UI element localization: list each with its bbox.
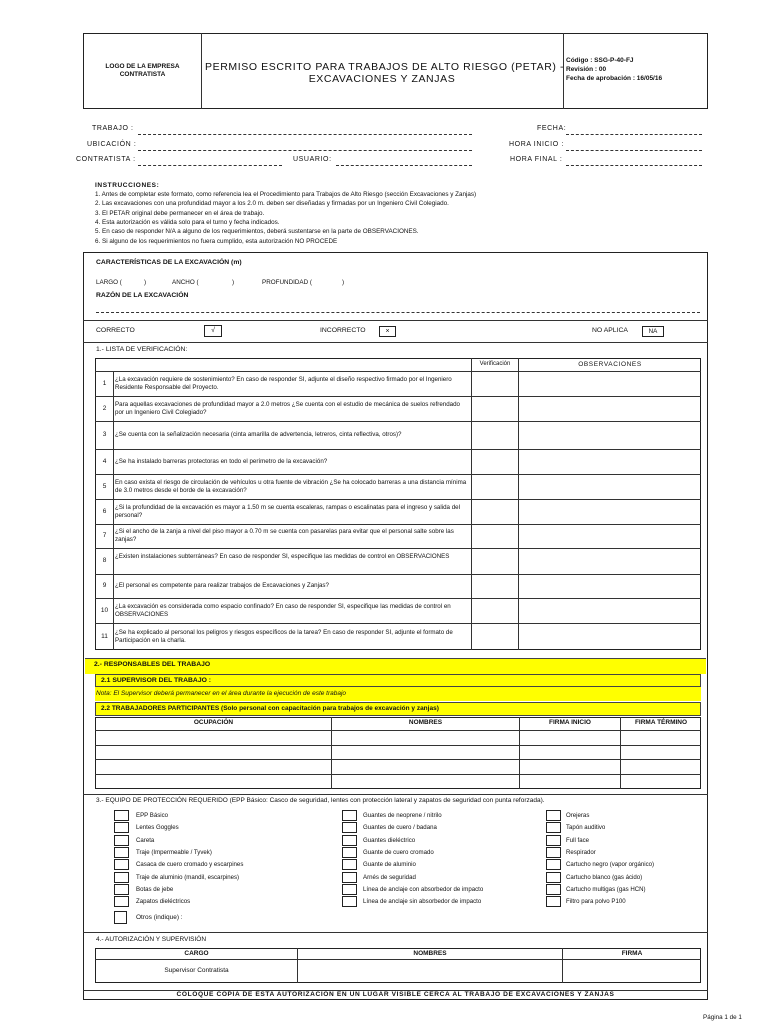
checklist-question: ¿Se ha explicado al personal los peligros y riesgos específicos de la tarea? En caso de responder SI, adjunte el formato de Participación en la charla. (115, 628, 453, 644)
checklist-question: ¿El personal es competente para realizar trabajos de Excavaciones y Zanjas? (115, 582, 329, 589)
col-observaciones: OBSERVACIONES (578, 361, 642, 368)
row-number: 6 (102, 507, 107, 515)
hora-inicio-label: HORA INICIO : (509, 141, 564, 148)
verification-cell[interactable] (472, 598, 518, 623)
epp-checkbox[interactable] (114, 859, 129, 870)
verification-cell[interactable] (472, 524, 518, 548)
auth-firma-cell[interactable] (563, 960, 701, 982)
supervisor-label: 2.1 SUPERVISOR DEL TRABAJO : (101, 677, 212, 684)
epp-checkbox[interactable] (114, 847, 129, 858)
epp-item-label: Cartucho negro (vapor orgánico) (566, 861, 655, 869)
epp-item-label: Arnés de seguridad (363, 873, 416, 881)
epp-item-label: Cartucho blanco (gas ácido) (566, 873, 643, 881)
largo-close: ) (144, 279, 147, 286)
supervisor-note: Nota: El Supervisor deberá permanecer en el área durante la ejecución de este trabajo (96, 690, 347, 697)
epp-item-label: Filtro para polvo P100 (566, 898, 626, 906)
epp-checkbox[interactable] (114, 835, 129, 846)
col-verificacion: Verificación (479, 361, 511, 367)
epp-checkbox[interactable] (546, 896, 561, 907)
observations-cell[interactable] (519, 548, 701, 574)
epp-checkbox[interactable] (114, 896, 129, 907)
verification-cell[interactable] (472, 449, 518, 474)
epp-checkbox[interactable] (342, 896, 357, 907)
epp-item-label: Guante de cuero cromado (363, 848, 434, 856)
form-title-line1: PERMISO ESCRITO PARA TRABAJOS DE ALTO RIESGO (PETAR) - (205, 61, 565, 73)
profundidad-label: PROFUNDIDAD ( (262, 279, 313, 286)
verification-cell[interactable] (472, 574, 518, 598)
epp-title: 3.- EQUIPO DE PROTECCIÓN REQUERIDO (EPP Básico: Casco de seguridad, lentes con protección lateral y zapatos de seguridad con punta reforzada). (96, 797, 545, 804)
verification-cell[interactable] (472, 548, 518, 574)
row-number: 10 (100, 606, 109, 614)
observations-cell[interactable] (519, 371, 701, 396)
epp-item-label: EPP Básico (136, 812, 169, 819)
epp-item-label: Guante de aluminio (363, 861, 416, 869)
excavation-title: CARACTERÍSTICAS DE LA EXCAVACIÓN (m) (96, 259, 242, 266)
epp-checkbox[interactable] (342, 810, 357, 821)
epp-item-label: Traje de aluminio (mandil, escarpines) (136, 873, 240, 881)
verification-cell[interactable] (472, 396, 518, 421)
hora-final-field[interactable] (566, 165, 702, 166)
col-firma-inicio: FIRMA INICIO (548, 719, 591, 726)
epp-item-label: Línea de anclaje con absorbedor de impacto (363, 885, 484, 893)
col-nombres: NOMBRES (408, 719, 443, 726)
razon-field[interactable] (96, 312, 700, 313)
epp-item-label: Full face (566, 836, 590, 844)
epp-item-label: Traje (Impermeable / Tyvek) (136, 848, 212, 856)
epp-checkbox[interactable] (546, 810, 561, 821)
instruction-item: 4. Esta autorización es válida solo para el turno y fecha indicados. (95, 219, 280, 226)
checklist-question: En caso exista el riesgo de circulación de vehículos u otra fuente de vibración ¿Se ha colocado barreras a una distancia mínima de 3.0 metros desde el borde de la excavación? (115, 478, 467, 494)
observations-cell[interactable] (519, 474, 701, 499)
hora-inicio-field[interactable] (566, 150, 702, 151)
observations-cell[interactable] (519, 499, 701, 524)
checklist-title: 1.- LISTA DE VERIFICACIÓN: (96, 346, 188, 353)
trabajadores-label: 2.2 TRABAJADORES PARTICIPANTES (Solo personal con capacitación para trabajos de excavación y zanjas) (101, 705, 439, 712)
trabajo-field[interactable] (138, 134, 472, 135)
epp-checkbox[interactable] (114, 810, 129, 821)
observations-cell[interactable] (519, 449, 701, 474)
autorizacion-title: 4.- AUTORIZACIÓN Y SUPERVISIÓN (96, 936, 207, 943)
epp-checkbox[interactable] (342, 859, 357, 870)
epp-checkbox[interactable] (342, 847, 357, 858)
contratista-field[interactable] (138, 165, 282, 166)
epp-checkbox[interactable] (114, 884, 129, 895)
auth-nombres-cell[interactable] (298, 960, 562, 982)
epp-item-label: Botas de jebe (136, 885, 174, 893)
table-row[interactable] (95, 774, 701, 775)
verification-cell[interactable] (472, 474, 518, 499)
usuario-label: USUARIO: (293, 156, 332, 163)
row-number: 8 (102, 557, 107, 564)
observations-cell[interactable] (519, 421, 701, 449)
verification-cell[interactable] (472, 623, 518, 650)
instruction-item: 2. Las excavaciones con una profundidad mayor a los 2.0 m. deben ser diseñadas y firmadas por un Ingeniero Civil Colegiado. (95, 200, 449, 207)
epp-checkbox[interactable] (546, 872, 561, 883)
table-row[interactable] (95, 759, 701, 760)
profundidad-close: ) (342, 279, 345, 286)
instruction-item: 6. Si alguno de los requerimientos no fuera cumplido, esta autorización NO PROCEDE (95, 238, 338, 245)
row-number: 1 (102, 379, 107, 387)
col-cargo: CARGO (184, 950, 209, 957)
verification-cell[interactable] (472, 499, 518, 524)
row-number: 11 (101, 632, 108, 640)
epp-checkbox[interactable] (342, 822, 357, 833)
trabajo-label: TRABAJO : (92, 125, 134, 132)
otros-label: Otros (indique) : (136, 914, 183, 921)
no-aplica-label: NO APLICA (592, 327, 628, 334)
hora-final-label: HORA FINAL : (510, 156, 563, 163)
observations-cell[interactable] (519, 623, 701, 650)
epp-item-label: Orejeras (566, 812, 590, 819)
page-number: Página 1 de 1 (703, 1014, 742, 1021)
epp-checkbox[interactable] (546, 884, 561, 895)
form-code: Código : SSG-P-40-FJ (566, 57, 634, 64)
row-number: 3 (102, 431, 107, 438)
epp-checkbox[interactable] (546, 859, 561, 870)
checklist-question: ¿La excavación es considerada como espacio confinado? En caso de responder SI, especifique las medidas de control en OBSERVACIONES (115, 602, 451, 618)
instruction-item: 5. En caso de responder N/A a alguno de los requerimientos, deberá sustentarse en la parte de OBSERVACIONES. (95, 228, 419, 235)
epp-checkbox[interactable] (114, 872, 129, 883)
row-number: 4 (102, 457, 107, 465)
contratista-label: CONTRATISTA : (76, 156, 136, 163)
observations-cell[interactable] (519, 524, 701, 548)
checklist-question: Para aquellas excavaciones de profundidad mayor a 2.0 metros ¿Se cuenta con el estudio de mecánica de suelos refrendado por un Ingeniero Civil Colegiado? (115, 400, 460, 416)
epp-item-label: Guantes de cuero / badana (363, 824, 437, 832)
instructions-title: INSTRUCCIONES: (95, 182, 160, 189)
razon-label: RAZÓN DE LA EXCAVACIÓN (96, 292, 189, 299)
row-number: 5 (102, 482, 107, 490)
col-firma-termino: FIRMA TÉRMINO (634, 719, 688, 726)
instruction-item: 3. El PETAR original debe permanecer en el área de trabajo. (95, 210, 265, 217)
checklist-question: ¿Si el ancho de la zanja a nivel del piso mayor a 0.70 m se cuenta con pasarelas para evitar que el personal salte sobre las zanjas? (115, 528, 454, 543)
checklist-question: ¿Se cuenta con la señalización necesaria (cinta amarilla de advertencia, letreros, cinta reflectiva, otros)? (115, 431, 402, 438)
epp-checkbox[interactable] (546, 822, 561, 833)
epp-checkbox[interactable] (546, 835, 561, 846)
correcto-mark: √ (204, 325, 222, 337)
epp-item-label: Lentes Goggles (136, 824, 179, 832)
table-row[interactable] (95, 745, 701, 746)
no-aplica-mark: NA (642, 326, 664, 337)
instruction-item: 1. Antes de completar este formato, como referencia lea el Procedimiento para Trabajos de Alto Riesgo (sección Excavaciones y Zanjas) (95, 191, 477, 198)
form-title-line2: EXCAVACIONES Y ZANJAS (308, 73, 456, 85)
form-approval-date: Fecha de aprobación : 16/05/16 (566, 75, 663, 82)
observations-cell[interactable] (519, 396, 701, 421)
verification-cell[interactable] (472, 371, 518, 396)
workers-table (95, 717, 701, 789)
checklist-question: ¿Se ha instalado barreras protectoras en todo el perímetro de la excavación? (115, 457, 328, 465)
correcto-label: CORRECTO (96, 327, 135, 334)
logo-placeholder: LOGO DE LA EMPRESA CONTRATISTA (105, 63, 180, 78)
fecha-field[interactable] (566, 134, 702, 135)
checklist-question: ¿Existen instalaciones subterráneas? En caso de responder SI, especifique las medidas de control en OBSERVACIONES (115, 553, 450, 560)
epp-item-label: Guantes dieléctrico (363, 836, 416, 844)
row-number: 2 (102, 404, 107, 412)
verification-cell[interactable] (472, 421, 518, 449)
epp-item-label: Guantes de neoprene / nitrilo (363, 812, 442, 819)
fecha-label: FECHA: (537, 125, 567, 132)
otros-checkbox[interactable] (114, 911, 127, 924)
ubicacion-field[interactable] (138, 150, 472, 151)
responsables-title: 2.- RESPONSABLES DEL TRABAJO (94, 661, 211, 668)
epp-checkbox[interactable] (342, 835, 357, 846)
col-firma: FIRMA (621, 950, 643, 957)
largo-label: LARGO ( (96, 279, 122, 286)
epp-checkbox[interactable] (546, 847, 561, 858)
checklist-question: ¿Si la profundidad de la excavación es mayor a 1.50 m se cuenta escaleras, rampas o escalinatas para el ingreso y salida del personal? (115, 503, 460, 519)
col-ocupacion: OCUPACIÓN (193, 719, 234, 726)
observations-cell[interactable] (519, 598, 701, 623)
incorrecto-label: INCORRECTO (320, 327, 366, 334)
usuario-field[interactable] (336, 165, 472, 166)
supervisor-contratista-cell: Supervisor Contratista (164, 967, 229, 974)
row-number: 9 (102, 582, 107, 589)
epp-checkbox[interactable] (342, 884, 357, 895)
incorrecto-mark: × (379, 326, 396, 337)
checklist-question: ¿La excavación requiere de sostenimiento? En caso de responder SI, adjunte el diseño respectivo firmado por el Ingeniero Residente Responsable del Proyecto. (115, 375, 452, 391)
epp-checkbox[interactable] (342, 872, 357, 883)
epp-item-label: Tapón auditivo (566, 824, 606, 832)
epp-item-label: Casaca de cuero cromado y escarpines (136, 861, 244, 869)
row-number: 7 (102, 532, 107, 539)
ubicacion-label: UBICACIÓN : (87, 141, 137, 148)
epp-checkbox[interactable] (114, 822, 129, 833)
col-auth-nombres: NOMBRES (413, 950, 447, 957)
epp-item-label: Línea de anclaje sin absorbedor de impacto (363, 898, 482, 906)
epp-item-label: Cartucho multigas (gas HCN) (566, 885, 646, 893)
epp-item-label: Respirador (566, 848, 596, 856)
ancho-label: ANCHO ( (172, 279, 199, 286)
footer-note: COLOQUE COPIA DE ESTA AUTORIZACIÓN EN UN LUGAR VISIBLE CERCA AL TRABAJO DE EXCAVACIONES Y ZANJAS (176, 991, 615, 998)
epp-item-label: Careta (136, 836, 155, 844)
epp-item-label: Zapatos dieléctricos (136, 898, 191, 906)
form-revision: Revisión : 00 (566, 66, 607, 73)
observations-cell[interactable] (519, 574, 701, 598)
ancho-close: ) (232, 279, 235, 286)
